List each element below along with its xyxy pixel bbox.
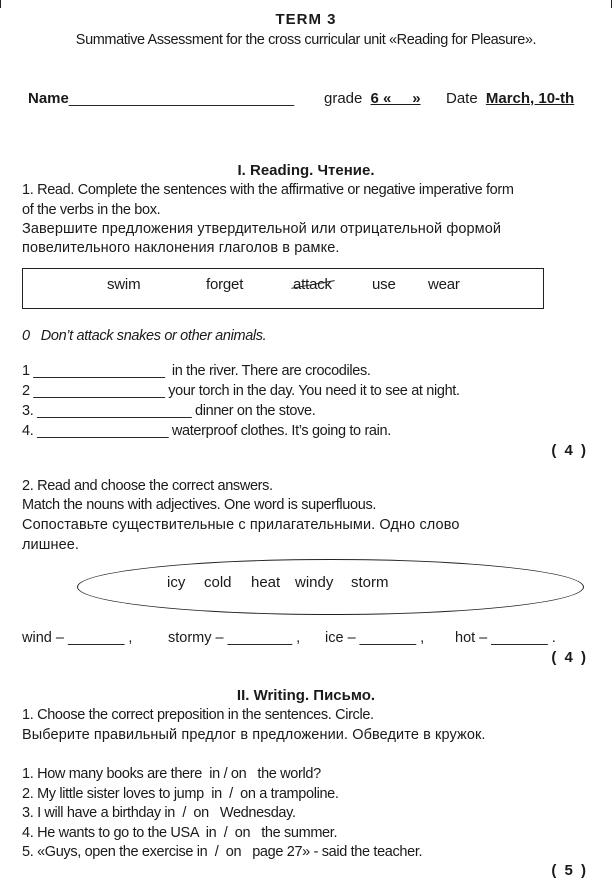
match-ice[interactable]: ice – _______ ,: [325, 630, 425, 646]
verb-box: [22, 268, 544, 309]
sentence-2[interactable]: 2 _________________ your torch in the day. You need it to see at night.: [22, 383, 460, 399]
verb-word: swim: [107, 276, 141, 293]
sentence-4[interactable]: 4. _________________ waterproof clothes. It’s going to rain.: [22, 423, 391, 439]
match-wind[interactable]: wind – _______ ,: [22, 630, 133, 646]
writing-instruction-ru: Выберите правильный предлог в предложении. Обведите в кружок.: [22, 727, 486, 743]
preposition-sentence-2[interactable]: 2. My little sister loves to jump in / on a trampoline.: [22, 786, 339, 802]
verb-word: use: [372, 276, 396, 293]
grade-row: [324, 90, 421, 107]
task2-instruction-en-2: Match the nouns with adjectives. One word is superfluous.: [22, 497, 377, 513]
task1-instruction-ru-1: Завершите предложения утвердительной или отрицательной формой: [22, 221, 502, 237]
name-row: [28, 90, 294, 107]
reading-section-title: I. Reading. Чтение.: [237, 162, 375, 179]
example-sentence: 0 Don’t attack snakes or other animals.: [22, 328, 267, 344]
task1-instruction-ru-2: повелительного наклонения глаголов в рамке.: [22, 240, 340, 256]
writing-score: ( 5 ): [551, 862, 588, 879]
task1-score: ( 4 ): [551, 442, 588, 459]
sentence-1[interactable]: 1 _________________ in the river. There are crocodiles.: [22, 363, 371, 379]
name-blank[interactable]: ___________________________: [68, 90, 295, 107]
adjective-ellipse: [77, 559, 584, 615]
date-value: March, 10-th: [485, 90, 575, 107]
preposition-sentence-1[interactable]: 1. How many books are there in / on the world?: [22, 766, 321, 782]
ellipse-word: heat: [251, 574, 281, 591]
task2-score: ( 4 ): [551, 649, 588, 666]
sentence-3[interactable]: 3. ____________________ dinner on the stove.: [22, 403, 316, 419]
ellipse-word: storm: [351, 574, 389, 591]
name-label: Name: [28, 90, 69, 107]
verb-word-crossed: attack: [293, 276, 332, 293]
date-row: [446, 90, 574, 107]
ellipse-word: windy: [295, 574, 334, 591]
writing-section-title: II. Writing. Письмо.: [236, 687, 376, 704]
term-title: TERM 3: [275, 11, 337, 28]
verb-word: forget: [206, 276, 244, 293]
task1-instruction-en-2: of the verbs in the box.: [22, 202, 161, 218]
task2-instruction-ru-2: лишнее.: [22, 537, 80, 553]
grade-value[interactable]: 6 « »: [370, 90, 421, 107]
match-hot[interactable]: hot – _______ .: [455, 630, 556, 646]
match-stormy[interactable]: stormy – ________ ,: [168, 630, 301, 646]
verb-word: wear: [428, 276, 460, 293]
assessment-subtitle: Summative Assessment for the cross curricular unit «Reading for Pleasure».: [75, 32, 537, 48]
preposition-sentence-5[interactable]: 5. «Guys, open the exercise in / on page 27» - said the teacher.: [22, 844, 423, 860]
task2-instruction-ru-1: Сопоставьте существительные с прилагательными. Одно слово: [22, 517, 460, 533]
task2-instruction-en-1: 2. Read and choose the correct answers.: [22, 478, 273, 494]
ellipse-word: cold: [204, 574, 232, 591]
preposition-sentence-3[interactable]: 3. I will have a birthday in / on Wednesday.: [22, 805, 296, 821]
preposition-sentence-4[interactable]: 4. He wants to go to the USA in / on the summer.: [22, 825, 338, 841]
page-top-border: [0, 0, 612, 8]
ellipse-word: icy: [167, 574, 186, 591]
date-label: Date: [446, 90, 478, 107]
task1-instruction-en-1: 1. Read. Complete the sentences with the affirmative or negative imperative form: [22, 182, 514, 198]
writing-instruction-en: 1. Choose the correct preposition in the sentences. Circle.: [22, 707, 374, 723]
grade-label: grade: [324, 90, 363, 107]
